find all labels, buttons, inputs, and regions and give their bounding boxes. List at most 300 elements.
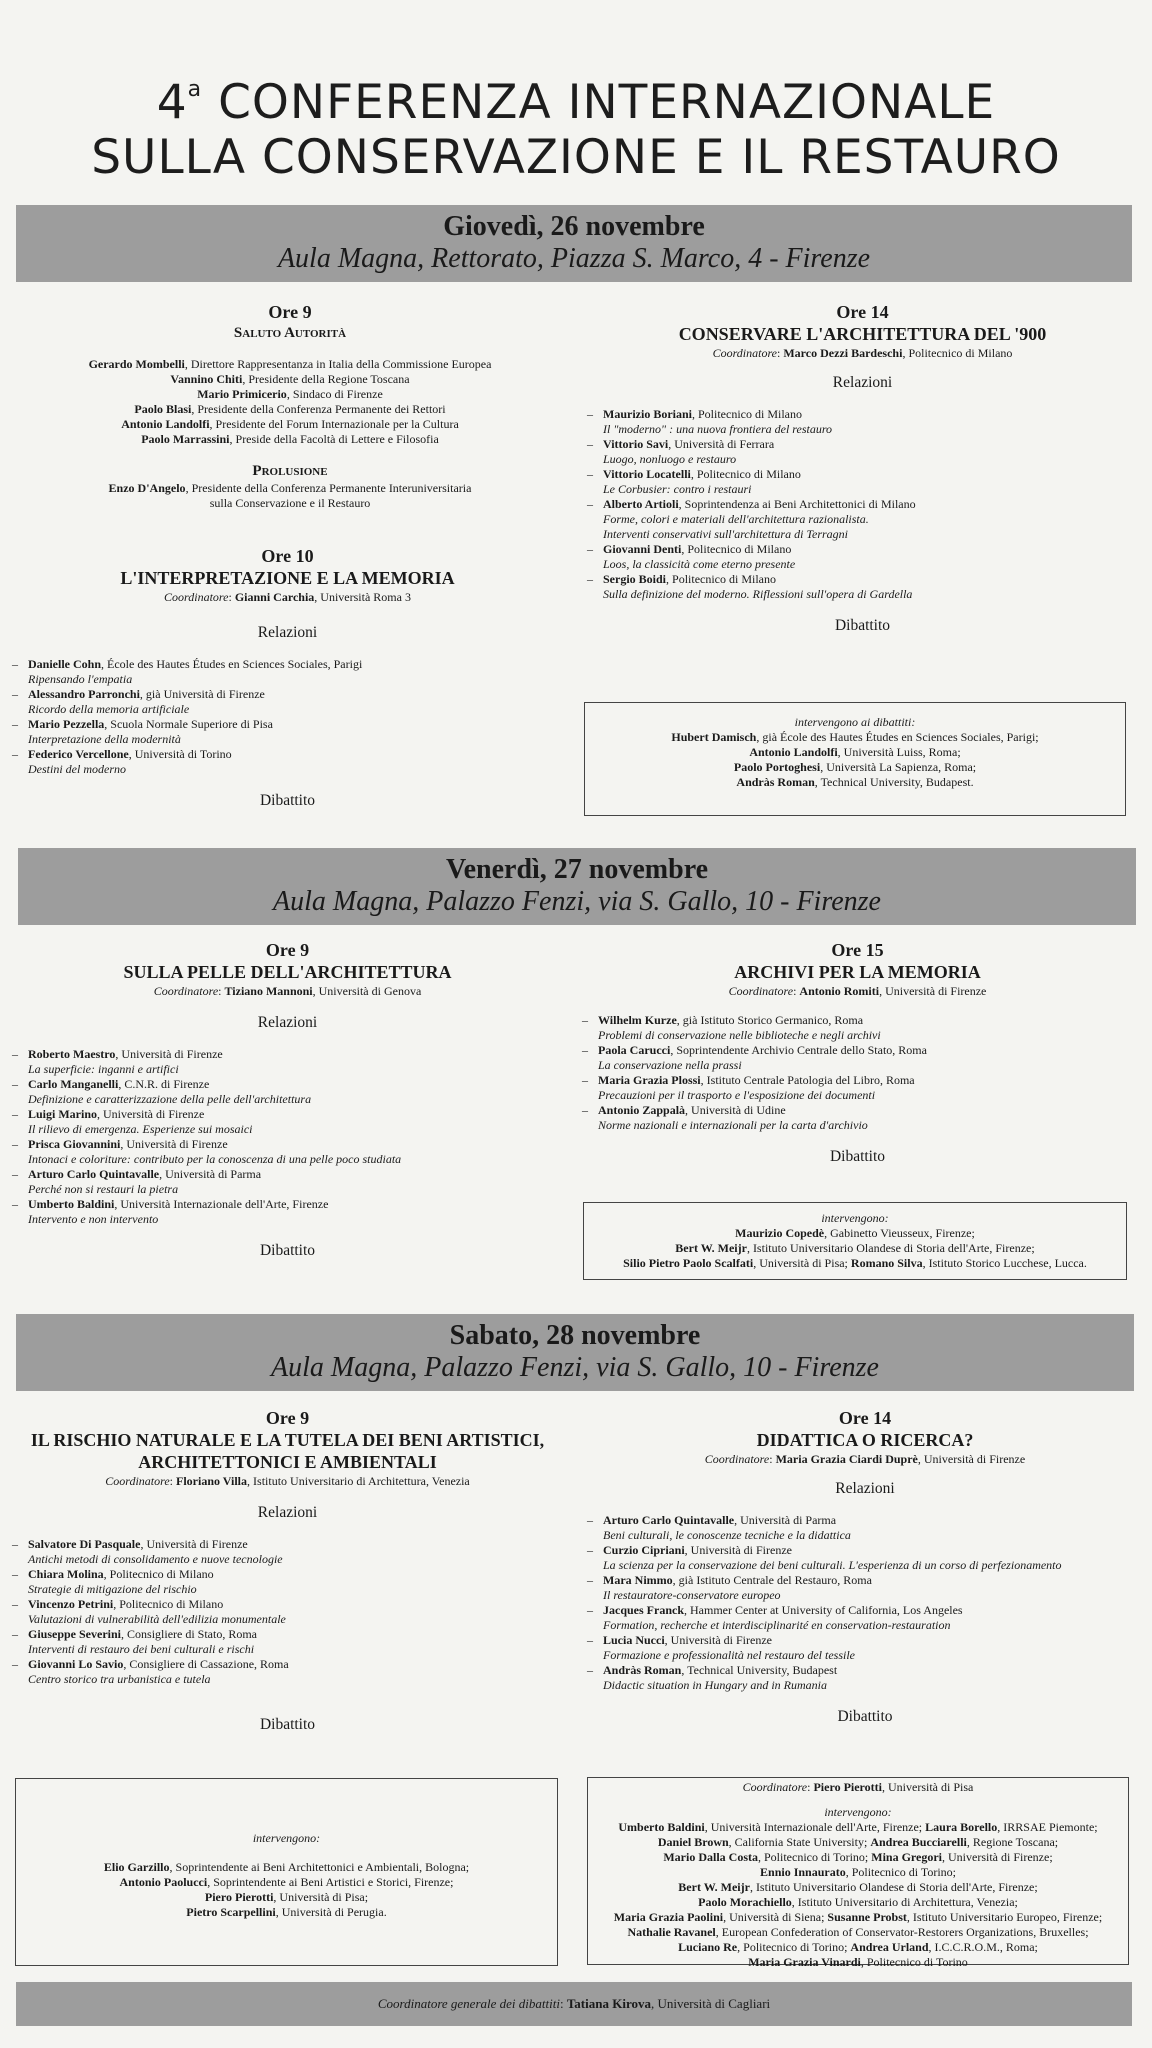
speaker-aff: , Politecnico di Milano — [666, 572, 777, 586]
dibattito-label: Dibattito — [259, 1716, 316, 1733]
person-role: sulla Conservazione e il Restauro — [209, 496, 371, 510]
speaker-name: Roberto Maestro — [28, 1047, 116, 1061]
talk-item — [10, 1137, 565, 1167]
authority — [40, 372, 540, 387]
person-name: Paolo Morachiello — [698, 1895, 792, 1909]
session-heading: ARCHIVI PER LA MEMORIA — [734, 962, 981, 982]
coord-label: Coordinatore — [704, 1452, 770, 1466]
talk-item — [585, 467, 1140, 497]
person-aff: , Università La Sapienza, Roma; — [820, 760, 977, 774]
coordinator: Coordinatore: Marco Dezzi Bardeschi, Politecnico di Milano — [712, 346, 1013, 360]
speaker-name: Danielle Cohn — [28, 657, 102, 671]
intervengono-box-d2 — [583, 1202, 1127, 1280]
person-name: Nathalie Ravanel — [627, 1925, 716, 1939]
session-time: Ore 14 — [838, 1408, 892, 1428]
coordinator: Coordinatore: Gianni Carchia, Università Roma 3 — [164, 590, 411, 604]
prolusione-heading: Prolusione — [252, 463, 328, 479]
person-aff: , Technical University, Budapest. — [814, 775, 974, 789]
talk-item — [10, 1077, 565, 1107]
talk-item — [580, 1073, 1135, 1103]
authority — [40, 402, 540, 417]
talk-item — [585, 1603, 1145, 1633]
talk-title: Forme, colori e materiali dell'architettura razionalista. — [603, 512, 869, 526]
box-line — [16, 1875, 557, 1890]
person-name: Antonio Landolfi — [749, 745, 838, 759]
talk-item — [10, 1107, 565, 1137]
person-aff: , Istituto Storico Lucchese, Lucca. — [922, 1256, 1087, 1270]
talk-item — [585, 497, 1140, 542]
speaker-aff: , Università di Torino — [128, 747, 232, 761]
person-aff: , Istituto Universitario Europeo, Firenze; — [906, 1910, 1103, 1924]
speaker-name: Giovanni Denti — [603, 542, 682, 556]
box-line — [588, 1880, 1128, 1895]
speaker-aff: , Università di Ferrara — [668, 437, 775, 451]
prolusione-line — [40, 481, 540, 496]
speaker-name: Vincenzo Petrini — [28, 1597, 114, 1611]
person-aff: , Università Luiss, Roma; — [837, 745, 961, 759]
speaker-aff: , già Istituto Centrale del Restauro, Roma — [672, 1573, 872, 1587]
talk-title: La superficie: inganni e artifici — [28, 1062, 179, 1076]
talk-list — [10, 1537, 565, 1687]
coord-label: Coordinatore — [742, 1780, 808, 1794]
talk-title: Le Corbusier: contro i restauri — [603, 482, 752, 496]
person-aff: , Politecnico di Torino; — [757, 1850, 872, 1864]
day-place: Aula Magna, Rettorato, Piazza S. Marco, 4 - Firenze — [277, 243, 871, 274]
session-time: Ore 10 — [261, 546, 314, 566]
person-name: Maurizio Copedè — [735, 1226, 825, 1240]
speaker-aff: , Consigliere di Stato, Roma — [121, 1627, 258, 1641]
speaker-aff: , École des Hautes Études en Sciences Sociales, Parigi — [101, 657, 363, 671]
person-aff: , già École des Hautes Études en Sciences Sociales, Parigi; — [756, 730, 1039, 744]
authority — [40, 417, 540, 432]
coord-name: Floriano Villa — [176, 1474, 248, 1488]
coord-label: Coordinatore — [153, 984, 219, 998]
session-d1-ore10 — [10, 546, 565, 811]
relazioni-label: Relazioni — [257, 1504, 318, 1521]
box-line — [588, 1850, 1128, 1865]
talk-title: Intonaci e coloriture: contributo per la conoscenza di una pelle poco studiata — [28, 1152, 402, 1166]
person-role: , Preside della Facoltà di Lettere e Filosofia — [229, 432, 439, 446]
talk-list — [10, 657, 565, 777]
talk-item — [585, 1663, 1145, 1693]
relazioni-label: Relazioni — [257, 1014, 318, 1031]
session-heading: IL RISCHIO NATURALE E LA TUTELA DEI BENI ARTISTICI, — [30, 1430, 545, 1450]
person-name: Maria Grazia Vinardi — [748, 1955, 861, 1969]
talk-title: Il restauratore-conservatore europeo — [603, 1588, 781, 1602]
speaker-name: Curzio Cipriani — [603, 1543, 685, 1557]
speaker-aff: , Politecnico di Milano — [113, 1597, 224, 1611]
speaker-aff: , Università di Udine — [685, 1103, 786, 1117]
talk-item — [580, 1103, 1135, 1133]
person-name: Hubert Damisch — [671, 730, 757, 744]
coordinator: Coordinatore: Maria Grazia Ciardi Duprè, Università di Firenze — [704, 1452, 1026, 1466]
title-line2: SULLA CONSERVAZIONE E IL RESTAURO — [91, 130, 1061, 185]
talk-title: Interventi di restauro dei beni culturali e rischi — [28, 1642, 255, 1656]
talk-item — [585, 1573, 1145, 1603]
session-time: Ore 9 — [268, 302, 312, 322]
session-time: Ore 15 — [831, 940, 884, 960]
speaker-name: Wilhelm Kurze — [598, 1013, 677, 1027]
person-name: Mina Gregori — [871, 1850, 943, 1864]
box-line — [588, 1835, 1128, 1850]
person-name: Mario Primicerio — [197, 387, 287, 401]
day-date: Sabato, 28 novembre — [449, 1320, 701, 1351]
person-aff: , Politecnico di Torino; — [845, 1865, 956, 1879]
speaker-aff: , Università di Parma — [734, 1513, 837, 1527]
session-d3-ore9 — [10, 1408, 565, 1735]
talk-title: Ricordo della memoria artificiale — [28, 702, 190, 716]
talk-list — [585, 1513, 1145, 1693]
box-line — [588, 1940, 1128, 1955]
footer-label: Coordinatore generale dei dibattiti — [377, 1996, 560, 2011]
talk-title: Formazione e professionalità nel restauro del tessile — [603, 1648, 855, 1662]
intervengono-box-d3-left — [15, 1778, 558, 1966]
person-aff: , Istituto Universitario Olandese di Storia dell'Arte, Firenze; — [749, 1880, 1038, 1894]
person-aff: , Istituto Universitario Olandese di Storia dell'Arte, Firenze; — [746, 1241, 1035, 1255]
session-d1-ore9 — [40, 302, 540, 511]
talk-item — [585, 572, 1140, 602]
talk-item — [585, 542, 1140, 572]
speaker-name: Federico Vercellone — [28, 747, 129, 761]
talk-item — [585, 407, 1140, 437]
person-aff: , Università di Pisa; — [753, 1256, 851, 1270]
speaker-aff: , Consigliere di Cassazione, Roma — [123, 1657, 289, 1671]
talk-title: Problemi di conservazione nelle biblioteche e negli archivi — [598, 1028, 881, 1042]
coord-name: Piero Pierotti — [813, 1780, 882, 1794]
speaker-aff: , Università di Firenze — [664, 1633, 772, 1647]
talk-title: Formation, recherche et interdisciplinarité en conservation-restauration — [603, 1618, 951, 1632]
session-d2-ore9 — [10, 940, 565, 1261]
person-name: Umberto Baldini — [618, 1820, 705, 1834]
talk-title: Interventi conservativi sull'architettura di Terragni — [603, 527, 848, 541]
authority — [40, 432, 540, 447]
speaker-name: Lucia Nucci — [603, 1633, 665, 1647]
talk-list — [580, 1013, 1135, 1133]
speaker-aff: , Università di Firenze — [97, 1107, 205, 1121]
person-name: Paolo Blasi — [134, 402, 192, 416]
talk-title: Sulla definizione del moderno. Riflessioni sull'opera di Gardella — [603, 587, 913, 601]
speaker-aff: , Università di Firenze — [140, 1537, 248, 1551]
talk-title: Definizione e caratterizzazione della pelle dell'architettura — [28, 1092, 312, 1106]
talk-title: La conservazione nella prassi — [598, 1058, 742, 1072]
box-line — [588, 1865, 1128, 1880]
box-label: intervengono: — [821, 1211, 889, 1225]
person-aff: , Istituto Universitario di Architettura, Venezia; — [791, 1895, 1018, 1909]
box-line — [584, 1226, 1126, 1241]
authorities-list — [40, 357, 540, 447]
person-aff: , Soprintendente ai Beni Architettonici e Ambientali, Bologna; — [169, 1860, 470, 1874]
speaker-name: Jacques Franck — [603, 1603, 684, 1617]
talk-item — [10, 1627, 565, 1657]
person-name: Laura Borello — [925, 1820, 998, 1834]
talk-title: Perché non si restauri la pietra — [28, 1182, 179, 1196]
person-name: Romano Silva — [850, 1256, 923, 1270]
day-date: Giovedì, 26 novembre — [443, 211, 705, 242]
session-d1-ore14 — [585, 302, 1140, 636]
coordinator: Coordinatore: Antonio Romiti, Università di Firenze — [728, 984, 987, 998]
talk-title: Antichi metodi di consolidamento e nuove tecnologie — [28, 1552, 283, 1566]
coord-aff: , Università di Pisa — [882, 1780, 974, 1794]
coord-name: Antonio Romiti — [799, 984, 880, 998]
talk-title: Valutazioni di vulnerabilità dell'edilizia monumentale — [28, 1612, 286, 1626]
coord-label: Coordinatore — [164, 590, 229, 604]
talk-item — [10, 1597, 565, 1627]
talk-title: Ripensando l'empatia — [28, 672, 133, 686]
speaker-name: Vittorio Savi — [603, 437, 669, 451]
coord-name: Tiziano Mannoni — [224, 984, 313, 998]
box-label: intervengono: — [252, 1831, 321, 1845]
coord-aff: , Istituto Universitario di Architettura, Venezia — [247, 1474, 470, 1488]
session-d3-ore14 — [585, 1408, 1145, 1727]
talk-item — [10, 1047, 565, 1077]
person-name: Ennio Innaurato — [760, 1865, 846, 1879]
speaker-aff: , Technical University, Budapest — [681, 1663, 838, 1677]
footer-aff: , Università di Cagliari — [651, 1996, 771, 2011]
person-aff: , I.C.C.R.O.M., Roma; — [928, 1940, 1038, 1954]
person-name: Paolo Portoghesi — [733, 760, 821, 774]
talk-title: Norme nazionali e internazionali per la carta d'archivio — [598, 1118, 868, 1132]
speaker-aff: , Soprintendenza ai Beni Architettonici di Milano — [678, 497, 916, 511]
speaker-name: Chiara Molina — [28, 1567, 104, 1581]
speaker-name: Salvatore Di Pasquale — [28, 1537, 141, 1551]
session-heading: Saluto Autorità — [233, 325, 347, 341]
person-aff: , Università Internazionale dell'Arte, Firenze; — [704, 1820, 926, 1834]
person-name: Antonio Paolucci — [119, 1875, 208, 1889]
speaker-name: Andràs Roman — [603, 1663, 682, 1677]
talk-title: Destini del moderno — [28, 762, 126, 776]
speaker-name: Arturo Carlo Quintavalle — [28, 1167, 160, 1181]
person-role: , Presidente del Forum Internazionale per la Cultura — [209, 417, 459, 431]
person-aff: , Università di Siena; — [723, 1910, 828, 1924]
box-label: intervengono: — [824, 1805, 892, 1819]
box-line — [585, 730, 1125, 745]
relazioni-label: Relazioni — [832, 374, 893, 391]
person-aff: , Regione Toscana; — [966, 1835, 1059, 1849]
person-name: Gerardo Mombelli — [88, 357, 185, 371]
talk-title: Il "moderno" : una nuova frontiera del restauro — [603, 422, 833, 436]
day-place: Aula Magna, Palazzo Fenzi, via S. Gallo, 10 - Firenze — [271, 1352, 879, 1383]
day-banner-1 — [16, 205, 1132, 282]
box-line — [585, 760, 1125, 775]
talk-item — [585, 1543, 1145, 1573]
speaker-aff: , Soprintendente Archivio Centrale dello Stato, Roma — [670, 1043, 927, 1057]
box-label: intervengono ai dibattiti: — [794, 715, 916, 729]
coordinator: Coordinatore: Tiziano Mannoni, Università di Genova — [153, 984, 422, 998]
relazioni-label: Relazioni — [835, 1480, 895, 1497]
talk-item — [580, 1013, 1135, 1043]
talk-item — [10, 657, 565, 687]
coord-label: Coordinatore — [728, 984, 794, 998]
coord-aff: , Politecnico di Milano — [902, 346, 1013, 360]
day-place: Aula Magna, Palazzo Fenzi, via S. Gallo, 10 - Firenze — [273, 886, 881, 917]
speaker-name: Maurizio Boriani — [603, 407, 692, 421]
talk-item — [10, 717, 565, 747]
speaker-aff: , Università di Firenze — [684, 1543, 792, 1557]
intervengono-box-d3-right: Coordinatore: Piero Pierotti, Università di Pisa intervengono: Umberto Baldini, Università Internazionale dell'Arte, Firenze; Laura Borello, IRRSAE Piemonte; Daniel Brown, California State University; Andrea Bucciarelli, Regione Toscana; Mario Dalla Costa, Politecnico di Torino; Mina Gregori, Università di Firenze; Ennio Innaurato, Politecnico di Torino; Bert W. Meijr, Istituto Universitario Olandese di Storia dell'Arte, Firenze; Paolo Morachiello, Istituto Universitario di Architettura, Venezia; Maria Grazia Paolini, Università di Siena; Susanne Probst, Istituto Universitario Europeo, Firenze; Nathalie Ravanel, European Confederation of Conservator-Restorers Organizations, Bruxelles; Luciano Re, Politecnico di Torino; Andrea Urland, I.C.C.R.O.M., Roma; Maria Grazia Vinardi, Politecnico di Torino — [587, 1777, 1129, 1965]
person-name: Maria Grazia Paolini — [613, 1910, 724, 1924]
session-d2-ore15 — [580, 940, 1135, 1167]
coordinator: Coordinatore: Floriano Villa, Istituto Universitario di Architettura, Venezia — [105, 1474, 470, 1488]
talk-item — [580, 1043, 1135, 1073]
session-heading: ARCHITETTONICI E AMBIENTALI — [138, 1452, 437, 1472]
talk-item — [10, 1567, 565, 1597]
session-heading: CONSERVARE L'ARCHITETTURA DEL '900 — [678, 324, 1047, 344]
box-line — [584, 1241, 1126, 1256]
person-name: Silio Pietro Paolo Scalfati — [623, 1256, 754, 1270]
session-time: Ore 14 — [836, 302, 889, 322]
person-name: Bert W. Meijr — [678, 1880, 750, 1894]
person-aff: , European Confederation of Conservator-Restorers Organizations, Bruxelles; — [715, 1925, 1089, 1939]
person-name: Elio Garzillo — [103, 1860, 170, 1874]
general-coordinator-footer: Coordinatore generale dei dibattiti: Tatiana Kirova, Università di Cagliari — [16, 1982, 1132, 2026]
speaker-name: Carlo Manganelli — [28, 1077, 119, 1091]
coord-label: Coordinatore — [712, 346, 778, 360]
speaker-name: Paola Carucci — [598, 1043, 671, 1057]
speaker-name: Umberto Baldini — [28, 1197, 115, 1211]
box-line — [588, 1820, 1128, 1835]
talk-title: Beni culturali, le conoscenze tecniche e la didattica — [603, 1528, 851, 1542]
intervengono-box-d1 — [584, 702, 1126, 816]
box-line — [16, 1860, 557, 1875]
authority — [40, 387, 540, 402]
session-time: Ore 9 — [265, 1408, 310, 1428]
coord-name: Maria Grazia Ciardi Duprè — [775, 1452, 918, 1466]
talk-title: La scienza per la conservazione dei beni culturali. L'esperienza di un corso di perfezionamento — [603, 1558, 1062, 1572]
speaker-name: Prisca Giovannini — [28, 1137, 121, 1151]
person-name: Piero Pierotti — [204, 1890, 274, 1904]
person-role: , Presidente della Conferenza Permanente dei Rettori — [191, 402, 446, 416]
title-ordinal: 4 — [156, 75, 188, 130]
talk-title: Precauzioni per il trasporto e l'esposizione dei documenti — [598, 1088, 876, 1102]
talk-title: Loos, la classicità come eterno presente — [603, 557, 796, 571]
coord-label: Coordinatore — [105, 1474, 170, 1488]
relazioni-label: Relazioni — [257, 624, 318, 641]
talk-list — [10, 1047, 565, 1227]
person-name: Susanne Probst — [827, 1910, 907, 1924]
person-aff: , Politecnico di Torino; — [737, 1940, 851, 1954]
speaker-name: Maria Grazia Plossi — [598, 1073, 701, 1087]
talk-item — [585, 1513, 1145, 1543]
talk-item — [585, 437, 1140, 467]
person-aff: , Politecnico di Torino — [860, 1955, 968, 1969]
conference-title — [0, 62, 1152, 185]
speaker-name: Mario Pezzella — [28, 717, 105, 731]
person-aff: , Gabinetto Vieusseux, Firenze; — [824, 1226, 975, 1240]
coord-name: Gianni Carchia — [234, 590, 315, 604]
person-name: Enzo D'Angelo — [108, 481, 186, 495]
speaker-aff: , Università di Firenze — [115, 1047, 223, 1061]
person-name: Bert W. Meijr — [675, 1241, 747, 1255]
day-banner-2 — [18, 848, 1136, 925]
dibattito-label: Dibattito — [259, 1242, 316, 1259]
person-name: Andrea Bucciarelli — [870, 1835, 967, 1849]
speaker-aff: , Politecnico di Milano — [681, 542, 792, 556]
person-role: , Sindaco di Firenze — [286, 387, 383, 401]
speaker-name: Mara Nimmo — [603, 1573, 673, 1587]
talk-item — [10, 747, 565, 777]
speaker-aff: , già Istituto Storico Germanico, Roma — [676, 1013, 864, 1027]
session-heading: SULLA PELLE DELL'ARCHITETTURA — [123, 962, 452, 982]
speaker-name: Giuseppe Severini — [28, 1627, 122, 1641]
person-name: Mario Dalla Costa — [663, 1850, 758, 1864]
speaker-aff: , Politecnico di Milano — [103, 1567, 214, 1581]
speaker-name: Luigi Marino — [28, 1107, 98, 1121]
person-name: Andràs Roman — [736, 775, 815, 789]
speaker-aff: , Politecnico di Milano — [692, 407, 802, 421]
box-line — [16, 1905, 557, 1920]
person-role: , Presidente della Conferenza Permanente Interuniversitaria — [185, 481, 472, 495]
speaker-name: Arturo Carlo Quintavalle — [603, 1513, 735, 1527]
speaker-aff: , Scuola Normale Superiore di Pisa — [104, 717, 273, 731]
talk-item — [10, 1657, 565, 1687]
speaker-aff: , Politecnico di Milano — [690, 467, 801, 481]
talk-list — [585, 407, 1140, 602]
dibattito-label: Dibattito — [259, 792, 316, 809]
dibattito-label: Dibattito — [829, 1148, 886, 1165]
speaker-aff: , Università Internazionale dell'Arte, Firenze — [114, 1197, 329, 1211]
talk-title: Il rilievo di emergenza. Esperienze sui mosaici — [28, 1122, 253, 1136]
talk-item — [10, 1537, 565, 1567]
speaker-name: Sergio Boidi — [603, 572, 667, 586]
person-name: Andrea Urland — [850, 1940, 929, 1954]
dibattito-label: Dibattito — [837, 1708, 893, 1725]
box-line — [585, 745, 1125, 760]
coord-aff: , Università Roma 3 — [314, 590, 411, 604]
person-name: Daniel Brown — [657, 1835, 729, 1849]
speaker-name: Alberto Artioli — [603, 497, 679, 511]
talk-item — [10, 1197, 565, 1227]
dibattito-label: Dibattito — [834, 617, 891, 634]
talk-title: Intervento e non intervento — [28, 1212, 159, 1226]
box-line — [588, 1955, 1128, 1970]
title-ordinal-sup: a — [187, 77, 203, 102]
box-line — [585, 775, 1125, 790]
title-line1: CONFERENZA INTERNAZIONALE — [202, 75, 996, 130]
talk-title: Strategie di mitigazione del rischio — [28, 1582, 197, 1596]
speaker-name: Giovanni Lo Savio — [28, 1657, 124, 1671]
coord-aff: , Università di Firenze — [879, 984, 987, 998]
session-heading: DIDATTICA O RICERCA? — [756, 1430, 974, 1450]
day-banner-3 — [16, 1314, 1134, 1391]
authority — [40, 357, 540, 372]
talk-item — [10, 1167, 565, 1197]
box-line — [584, 1256, 1126, 1271]
speaker-name: Antonio Zappalà — [598, 1103, 686, 1117]
coord-aff: , Università di Genova — [312, 984, 422, 998]
speaker-aff: , Hammer Center at University of California, Los Angeles — [684, 1603, 963, 1617]
session-heading: L'INTERPRETAZIONE E LA MEMORIA — [120, 568, 455, 588]
person-aff: , Università di Perugia. — [275, 1905, 387, 1919]
prolusione-text — [40, 481, 540, 511]
speaker-aff: , Istituto Centrale Patologia del Libro, Roma — [700, 1073, 915, 1087]
talk-item — [585, 1633, 1145, 1663]
speaker-aff: , C.N.R. di Firenze — [118, 1077, 210, 1091]
person-aff: , Soprintendente ai Beni Artistici e Storici, Firenze; — [207, 1875, 454, 1889]
box-line — [16, 1890, 557, 1905]
speaker-aff: , già Università di Firenze — [139, 687, 265, 701]
session-time: Ore 9 — [265, 940, 310, 960]
person-name: Paolo Marrassini — [141, 432, 230, 446]
person-aff: , IRRSAE Piemonte; — [997, 1820, 1098, 1834]
talk-title: Didactic situation in Hungary and in Rumania — [603, 1678, 827, 1692]
person-name: Antonio Landolfi — [121, 417, 210, 431]
person-role: , Presidente della Regione Toscana — [242, 372, 410, 386]
speaker-aff: , Università di Firenze — [120, 1137, 228, 1151]
day-date: Venerdì, 27 novembre — [445, 854, 709, 885]
talk-item — [10, 687, 565, 717]
speaker-name: Vittorio Locatelli — [603, 467, 691, 481]
person-name: Vannino Chiti — [170, 372, 243, 386]
